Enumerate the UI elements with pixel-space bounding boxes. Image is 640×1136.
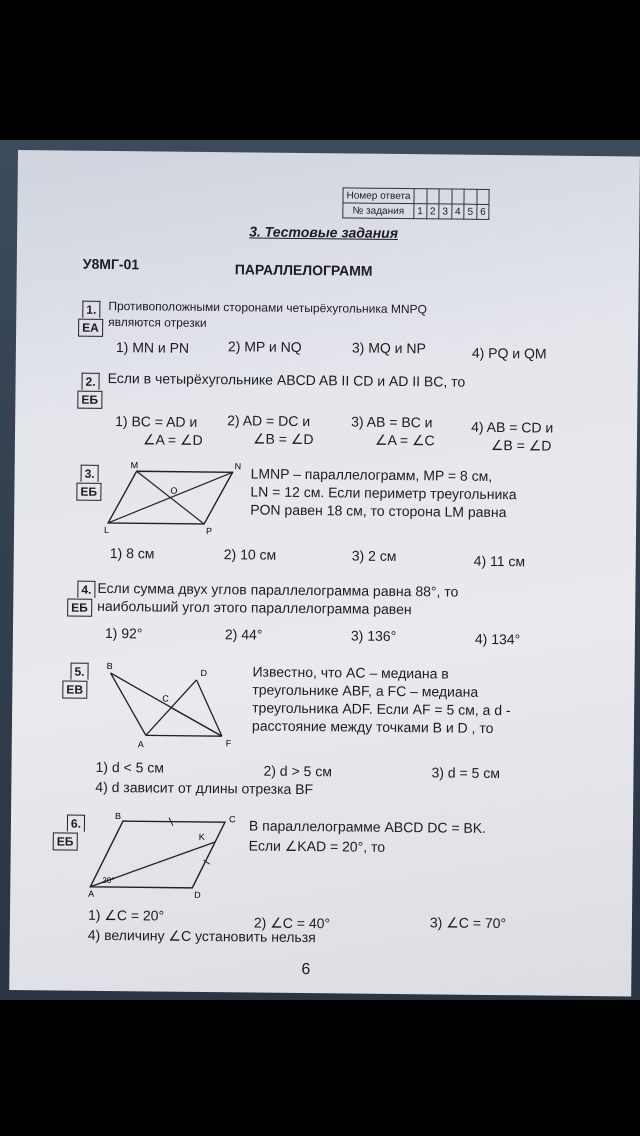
vertex-label-b: B	[114, 811, 122, 822]
option: 2) d > 5 см	[263, 762, 332, 780]
option: 3) d = 5 см	[431, 764, 500, 782]
vertex-label-l: L	[103, 524, 110, 535]
parallelogram-lmnp-figure	[104, 459, 245, 538]
task-code: ЕБ	[67, 599, 92, 617]
option: 4) AB = CD и	[471, 418, 554, 436]
task-text: треугольника ADF. Если AF = 5 см, а d -	[252, 699, 511, 719]
vertex-label-p: P	[205, 525, 213, 537]
option: ∠B = ∠D	[252, 430, 314, 448]
vertex-label-c: C	[228, 814, 236, 825]
vertex-label-k: K	[198, 831, 205, 842]
option: 1) ∠C = 20°	[87, 906, 165, 924]
task-text: PON равен 18 см, то сторона LM равна	[250, 501, 507, 521]
option: ∠B = ∠D	[490, 436, 552, 454]
angle-label: 20°	[102, 875, 115, 886]
vertex-label-c: C	[162, 693, 169, 704]
task-number: 6.	[67, 815, 85, 832]
grid-number: 3	[439, 204, 452, 219]
option: 3) 2 см	[351, 547, 397, 564]
task-code: ЕА	[78, 319, 103, 337]
task-text: LN = 12 см. Если периметр треугольника	[250, 483, 517, 503]
option: 1) MN и PN	[115, 339, 190, 356]
task-text: являются отрезки	[108, 314, 207, 330]
grid-row1-label: Номер ответа	[343, 188, 414, 204]
worksheet-page	[9, 150, 640, 996]
grid-number: 1	[414, 204, 427, 219]
vertex-label-n: N	[234, 461, 242, 472]
option: 2) 10 см	[223, 546, 277, 563]
vertex-label-d: D	[200, 667, 208, 679]
option: 2) MP и NQ	[227, 338, 302, 355]
task-text: наибольший угол этого параллелограмма равен	[97, 597, 412, 618]
task-text: Противоположными сторонами четырёхугольника MNPQ	[108, 298, 428, 317]
grid-number: 4	[451, 204, 464, 219]
option: 3) MQ и NP	[351, 339, 426, 357]
option: 2) AD = DC и	[227, 412, 311, 430]
task-number: 1.	[82, 301, 100, 318]
vertex-label-a: A	[88, 888, 95, 899]
grid-number: 2	[426, 204, 439, 219]
option: 4) 134°	[474, 630, 521, 648]
option: 1) BC = AD и	[115, 413, 198, 430]
grid-number: 5	[464, 204, 477, 219]
triangles-abf-adf-figure	[102, 659, 253, 751]
worksheet-topic: ПАРАЛЛЕЛОГРАММ	[234, 261, 373, 279]
task-code: ЕБ	[76, 483, 101, 501]
task-text: Известно, что AC – медиана в	[252, 663, 449, 682]
option: 4) PQ и QM	[471, 344, 547, 362]
option: 2) 44°	[224, 626, 263, 643]
grid-row2-label: № задания	[343, 203, 414, 219]
grid-number: 6	[477, 204, 490, 219]
task-code: ЕБ	[53, 832, 78, 850]
task-text: расстояние между точками B и D , то	[251, 717, 494, 737]
task-text: Если в четырёхугольнике ABCD AB II CD и AD II BC, то	[107, 369, 466, 390]
option: 1) d < 5 см	[95, 758, 165, 776]
task-number: 2.	[81, 373, 99, 390]
option: 2) ∠C = 40°	[253, 914, 331, 932]
vertex-label-a: A	[137, 739, 144, 750]
task-text: Если ∠KAD = 20°, то	[248, 837, 386, 855]
task-code: ЕБ	[77, 391, 102, 409]
section-title: 3. Тестовые задания	[249, 223, 399, 241]
task-text: LMNP – параллелограмм, MP = 8 см,	[250, 465, 493, 484]
worksheet-code: У8МГ-01	[82, 255, 140, 273]
option: 3) ∠C = 70°	[429, 914, 507, 932]
option: 3) 136°	[350, 627, 397, 644]
task-text: В параллелограмме ABCD DC = BK.	[248, 817, 487, 836]
option: 1) 8 см	[109, 544, 155, 562]
option: 4) 11 см	[473, 552, 526, 570]
option: 1) 92°	[104, 624, 143, 642]
option: ∠A = ∠C	[374, 431, 435, 449]
task-code: ЕВ	[62, 680, 87, 698]
option: ∠A = ∠D	[142, 431, 203, 448]
vertex-label-o: O	[170, 485, 178, 496]
vertex-label-b: B	[106, 660, 113, 672]
vertex-label-m: M	[130, 460, 139, 471]
option: 3) AB = BC и	[351, 413, 433, 431]
parallelogram-abcd-figure	[88, 811, 239, 901]
task-number: 4.	[77, 581, 95, 598]
task-text: Если сумма двух углов параллелограмма равна 88°, то	[97, 579, 459, 600]
task-number: 5.	[70, 663, 88, 680]
option: 4) величину ∠C установить нельзя	[87, 926, 316, 946]
answer-grid	[342, 187, 490, 220]
vertex-label-f: F	[225, 738, 232, 749]
option: 4) d зависит от длины отрезка BF	[95, 778, 314, 798]
task-text: треугольнике ABF, а FC – медиана	[252, 681, 479, 700]
vertex-label-d: D	[194, 889, 201, 900]
task-number: 3.	[81, 465, 99, 482]
page-number: 6	[301, 961, 311, 979]
